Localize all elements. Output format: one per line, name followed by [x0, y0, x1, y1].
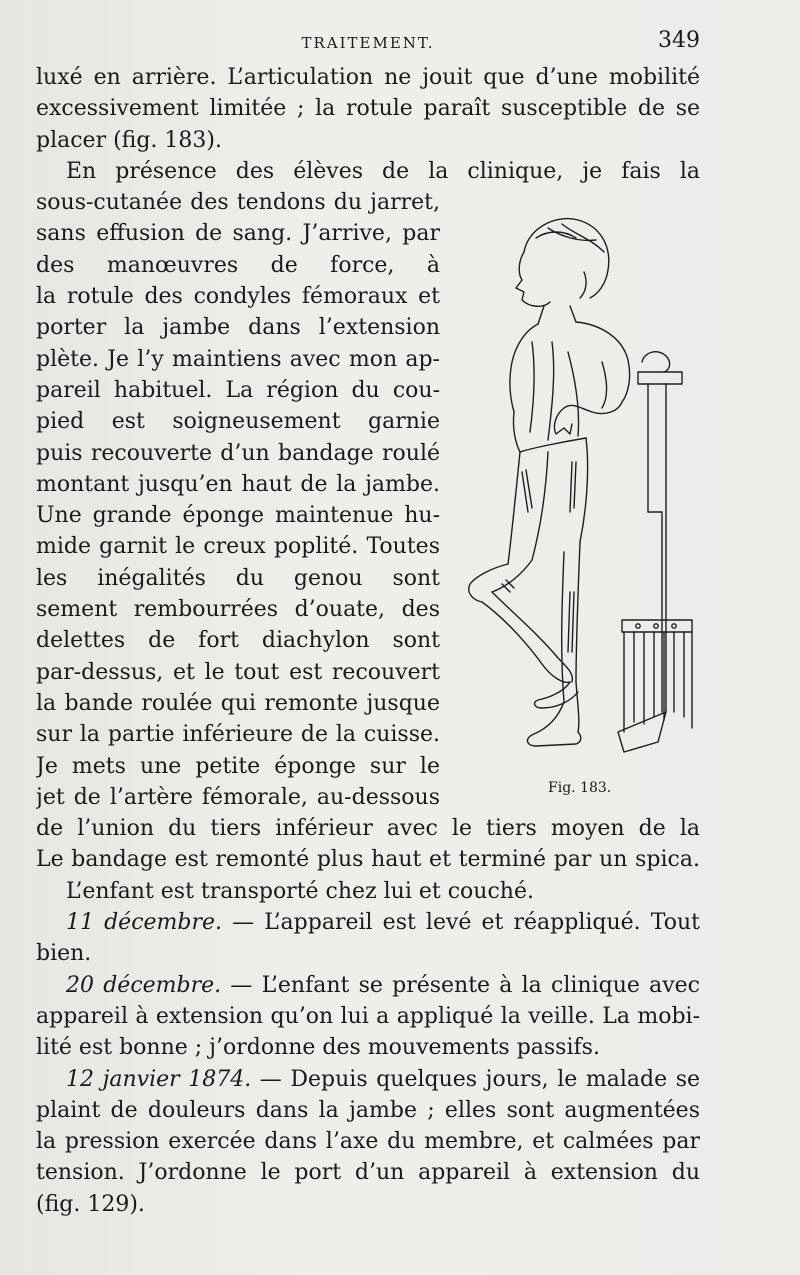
entry-text: L’enfant se présente à la clinique avec — [261, 972, 700, 998]
text-line: (fig. 129). — [36, 1191, 145, 1217]
entry-date: 12 janvier 1874. — — [66, 1066, 282, 1092]
text-line: Je mets une petite éponge sur le — [36, 753, 440, 779]
text-line: luxé en arrière. L’articulation ne jouit que d’une mobilité — [36, 65, 700, 90]
entry-text: L’appareil est levé et réappliqué. Tout — [264, 910, 700, 936]
text-line: delettes de fort diachylon sont — [36, 628, 440, 654]
text-line: excessivement limitée ; la rotule paraît susceptible de se — [36, 96, 700, 122]
text-line: plaint de douleurs dans la jambe ; elles sont augmentées — [36, 1097, 700, 1123]
text-line: En présence des élèves de la clinique, je fais la — [66, 158, 700, 184]
figure-caption: Fig. 183. — [548, 780, 612, 796]
text-line: pareil habituel. La région du cou- — [36, 377, 440, 403]
text-line: sur la partie inférieure de la cuisse. — [36, 722, 440, 748]
text-line: montant jusqu’en haut de la jambe. — [36, 471, 440, 497]
text-line: la pression exercée dans l’axe du membre, et calmées par — [36, 1129, 700, 1155]
entry-text: Depuis quelques jours, le malade se — [281, 1066, 700, 1092]
text-line: appareil à extension qu’on lui a appliqué la veille. La mobi- — [36, 1003, 700, 1029]
child-standing-engraving — [452, 212, 704, 772]
running-head: TRAITEMENT. — [301, 34, 435, 52]
text-line: bien. — [36, 941, 92, 967]
text-line: Le bandage est remonté plus haut et terminé par un spica. — [36, 847, 700, 873]
page-number: 349 — [658, 28, 700, 53]
text-line: de l’union du tiers inférieur avec le tiers moyen de la — [36, 816, 700, 842]
text-line: sans effusion de sang. J’arrive, par — [36, 221, 440, 247]
text-line: la bande roulée qui remonte jusque — [36, 690, 440, 716]
text-line: L’enfant est transporté chez lui et couché. — [66, 878, 534, 904]
text-line: mide garnit le creux poplité. Toutes — [36, 534, 440, 560]
text-line: pied est soigneusement garnie — [36, 409, 440, 435]
dated-entry-line — [36, 907, 700, 938]
figure-183-illustration — [452, 212, 704, 772]
text-line: les inégalités du genou sont — [36, 565, 440, 591]
text-line: puis recouverte d’un bandage roulé — [36, 440, 440, 466]
text-line: jet de l’artère fémorale, au-dessous — [36, 784, 440, 810]
text-line: Une grande éponge maintenue hu- — [36, 503, 440, 529]
text-line: la rotule des condyles fémoraux et — [36, 284, 440, 310]
text-line: lité est bonne ; j’ordonne des mouvements passifs. — [36, 1035, 600, 1061]
text-line: placer (fig. 183). — [36, 127, 222, 153]
text-line: des manœuvres de force, à — [36, 252, 440, 278]
text-line: sous-cutanée des tendons du jarret, — [36, 190, 440, 216]
entry-date: 11 décembre. — — [66, 910, 255, 936]
dated-entry-line — [36, 1064, 700, 1095]
entry-date: 20 décembre. — — [66, 972, 253, 998]
text-line: porter la jambe dans l’extension — [36, 315, 440, 341]
text-line: par-dessus, et le tout est recouvert — [36, 659, 440, 685]
text-line: plète. Je l’y maintiens avec mon ap- — [36, 346, 440, 372]
dated-entry-line — [36, 970, 700, 1001]
text-line: sement rembourrées d’ouate, des — [36, 597, 440, 623]
page-header — [36, 28, 700, 58]
text-line: tension. J’ordonne le port d’un appareil à extension du — [36, 1160, 700, 1186]
